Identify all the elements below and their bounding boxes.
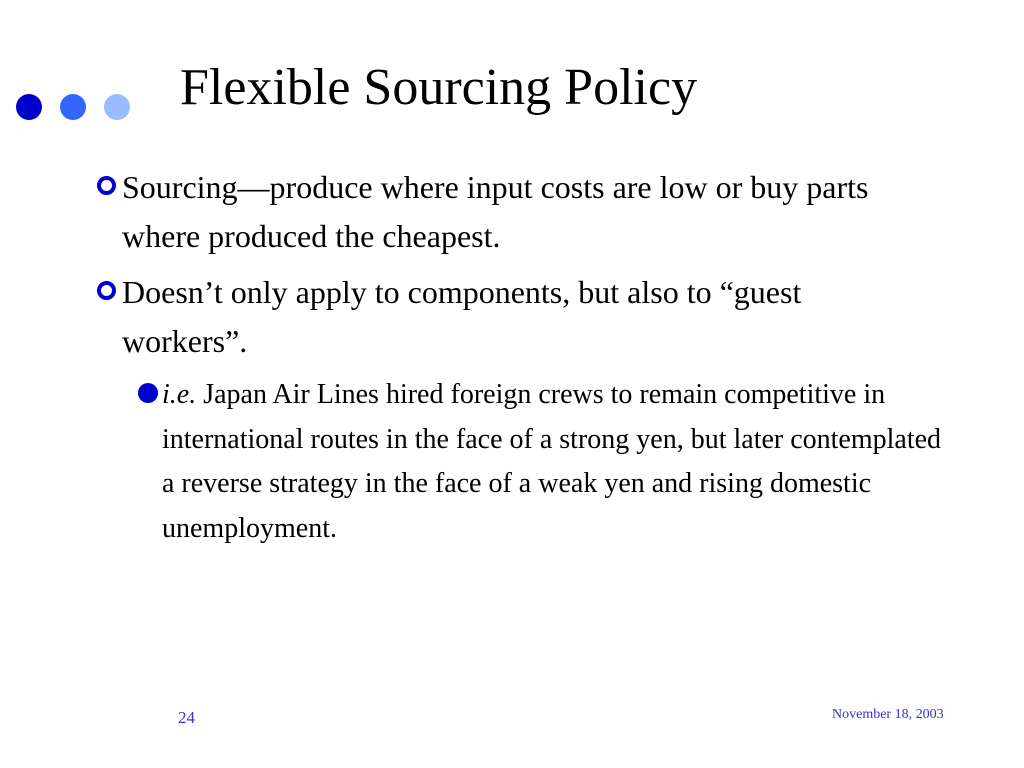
decorative-dots: [0, 0, 140, 130]
page-number: 24: [178, 708, 195, 727]
footer-date: November 18, 2003: [832, 707, 944, 722]
sub-bullet-text-1: [162, 373, 952, 551]
sub-bullet-lead-italic: i.e.: [162, 379, 197, 410]
bullet-text-2: Doesn’t only apply to components, but also to “guest workers”.: [122, 274, 802, 359]
hollow-circle-bullet-icon: [97, 281, 116, 300]
dark-blue-dot-icon: [16, 94, 42, 120]
light-blue-dot-icon: [104, 94, 130, 120]
sub-bullet-body: Japan Air Lines hired foreign crews to remain competitive in international routes in the face of a strong yen, but later contemplated a reverse strategy in the face of a weak yen and rising domestic unemployment.: [162, 379, 942, 544]
bullet-text-1: Sourcing—produce where input costs are low or buy parts where produced the cheapest.: [122, 169, 869, 254]
hollow-circle-bullet-icon: [97, 176, 116, 195]
slide-title: Flexible Sourcing Policy: [180, 59, 698, 116]
filled-circle-bullet-icon: [138, 383, 158, 403]
medium-blue-dot-icon: [60, 94, 86, 120]
